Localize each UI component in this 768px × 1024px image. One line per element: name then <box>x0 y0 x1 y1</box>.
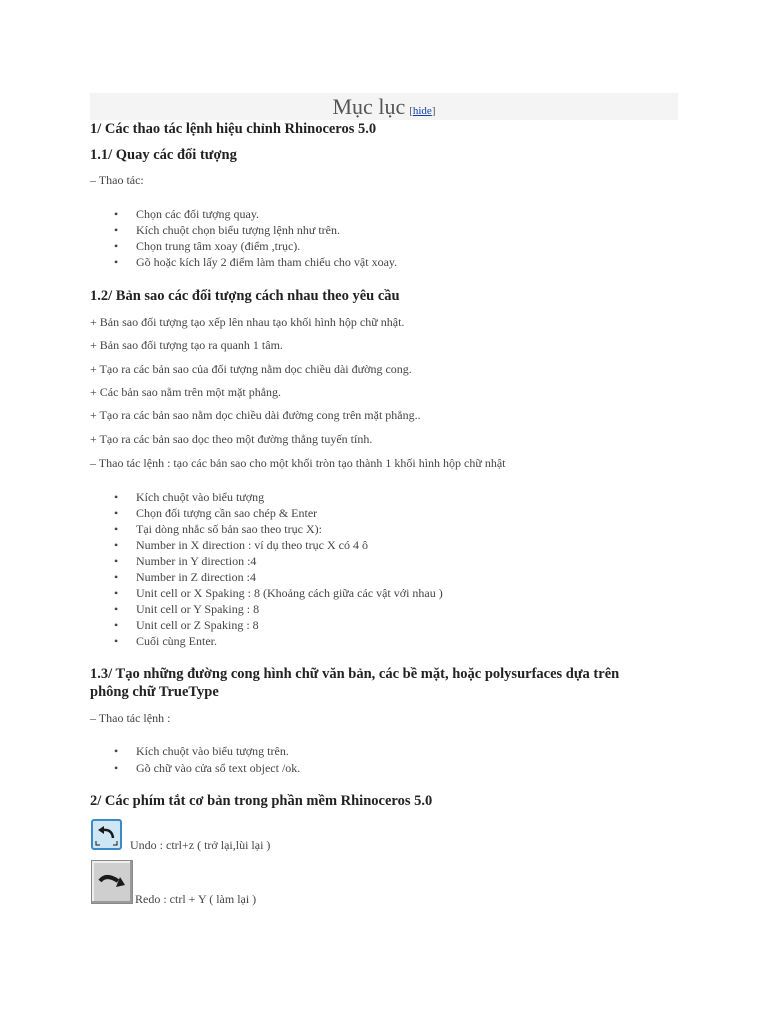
list-item: • Tại dòng nhắc số bản sao theo trục X): <box>114 522 322 536</box>
section-1-3-list <box>114 743 301 777</box>
section-1-1-heading: 1.1/ Quay các đối tượng <box>90 147 237 163</box>
toc-hide-toggle: [hide] <box>409 105 436 117</box>
section-1-heading: 1/ Các thao tác lệnh hiệu chỉnh Rhinoceros 5.0 <box>90 121 377 137</box>
section-1-1-list <box>114 206 398 270</box>
section-1-2-para: + Các bản sao nằm trên một mặt phẳng. <box>90 385 282 399</box>
redo-icon <box>91 860 133 904</box>
list-item: • Chọn trung tâm xoay (điểm ,trục). <box>114 239 301 253</box>
redo-arrow-icon <box>92 861 132 903</box>
list-item: • Kích chuột vào biểu tượng <box>114 490 265 504</box>
list-item: • Chọn các đối tượng quay. <box>114 207 260 221</box>
section-1-3-intro: – Thao tác lệnh : <box>90 711 171 725</box>
list-item: • Gõ hoặc kích lấy 2 điểm làm tham chiếu cho vật xoay. <box>114 255 398 269</box>
list-item: • Unit cell or Y Spaking : 8 <box>114 602 260 616</box>
list-item: • Number in X direction : ví dụ theo trục X có 4 ô <box>114 538 368 552</box>
list-item: • Unit cell or Z Spaking : 8 <box>114 618 259 632</box>
section-1-2-para: – Thao tác lệnh : tạo các bản sao cho một khối tròn tạo thành 1 khối hình hộp chữ nhật <box>90 456 506 470</box>
undo-arrow-icon <box>93 821 120 848</box>
section-1-2-para: + Tạo ra các bản sao nằm dọc chiều dài đường cong trên mặt phẳng.. <box>90 408 421 422</box>
section-1-1-intro: – Thao tác: <box>90 173 144 187</box>
list-item: • Number in Y direction :4 <box>114 554 257 568</box>
list-item: • Gõ chữ vào cửa sổ text object /ok. <box>114 761 301 775</box>
list-item: • Cuối cùng Enter. <box>114 634 217 648</box>
list-item: • Number in Z direction :4 <box>114 570 256 584</box>
toc-title: Mục lục <box>332 94 406 119</box>
list-item: • Chọn đối tượng cần sao chép & Enter <box>114 506 318 520</box>
section-1-3-heading-line1: 1.3/ Tạo những đường cong hình chữ văn bản, các bề mặt, hoặc polysurfaces dựa trên <box>90 666 620 682</box>
section-1-2-para: + Bản sao đối tượng tạo xếp lên nhau tạo khối hình hộp chữ nhật. <box>90 315 405 329</box>
list-item: • Kích chuột vào biểu tượng trên. <box>114 744 289 758</box>
list-item: • Kích chuột chọn biểu tượng lệnh như trên. <box>114 223 340 237</box>
redo-shortcut-text: Redo : ctrl + Y ( làm lại ) <box>135 892 257 906</box>
section-1-2-list <box>114 489 443 649</box>
toc-header <box>90 93 678 120</box>
section-1-2-heading: 1.2/ Bản sao các đối tượng cách nhau theo yêu cầu <box>90 288 400 304</box>
section-1-2-para: + Bản sao đối tượng tạo ra quanh 1 tâm. <box>90 338 283 352</box>
section-1-2-para: + Tạo ra các bản sao của đối tượng nằm dọc chiều dài đường cong. <box>90 362 412 376</box>
section-2-heading: 2/ Các phím tắt cơ bản trong phần mềm Rhinoceros 5.0 <box>90 793 433 809</box>
section-1-2-para: + Tạo ra các bản sao dọc theo một đường thẳng tuyến tính. <box>90 432 373 446</box>
undo-shortcut-text: Undo : ctrl+z ( trở lại,lùi lại ) <box>130 838 271 852</box>
list-item: • Unit cell or X Spaking : 8 (Khoảng cách giữa các vật với nhau ) <box>114 586 443 600</box>
toc-hide-link[interactable]: hide <box>412 105 432 117</box>
undo-icon <box>91 819 122 850</box>
section-1-3-heading-line2: phông chữ TrueType <box>90 684 219 700</box>
